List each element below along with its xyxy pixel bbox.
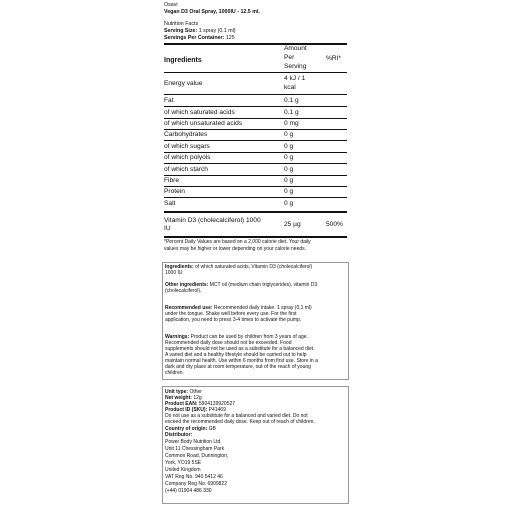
warnings-line-5: maintain normal health. Use within 6 months from first use. Store in a (165, 358, 318, 364)
recommended-use-line-2: under the tongue. Shake well before every use. For the first (165, 311, 297, 317)
disclaimer-line-1: Do not use as a substitute for a balanced and varied diet. Do not (165, 413, 308, 419)
origin-value: GB (208, 426, 216, 432)
ingredients-label: Ingredients: (165, 264, 194, 270)
row-divider (164, 175, 347, 176)
footnote-line-1: *Percent Daily Values are based on a 2,000 calorie diet. Your daily (164, 239, 311, 245)
servings-per-container (164, 35, 235, 41)
row-name-salt: Salt (164, 200, 176, 207)
serving-size (164, 28, 236, 34)
net-weight-value: 12g (193, 395, 202, 401)
warnings-text: Product can be used by children from 3 years of age. (190, 334, 308, 340)
row-amount-starch: 0 g (284, 166, 294, 173)
row-amount-protein: 0 g (284, 188, 294, 195)
row-divider (164, 163, 347, 164)
net-weight-label: Net weight: (165, 395, 192, 401)
other-ingredients-label: Other ingredients: (165, 282, 209, 288)
distributor-line: Company Reg No. 6909822 (165, 481, 227, 487)
product-sku-label: Product ID (SKU): (165, 407, 208, 413)
warnings-line-4: A varied diet and a healthy lifestyle should be carried out to help (165, 352, 307, 358)
row-amount-sugars: 0 g (284, 143, 294, 150)
warnings-label: Warnings: (165, 334, 190, 340)
serving-size-label: Serving Size: (164, 28, 198, 34)
col-amount-header-2: Per (284, 54, 295, 61)
row-name-protein: Protein (164, 188, 185, 195)
row-amount-fibre: 0 g (284, 177, 294, 184)
row-name-fibre: Fibre (164, 177, 180, 184)
row-amount-fat: 0.1 g (284, 97, 299, 104)
product-title: Vegan D3 Oral Spray, 1000IU - 12.5 ml. (164, 9, 260, 15)
product-ean-label: Product EAN: (165, 401, 198, 407)
distributor-line: VAT Reg No. 940 5412 46 (165, 474, 223, 480)
row-divider (164, 140, 347, 141)
product-ean-value: 5904139920527 (198, 401, 236, 407)
other-ingredients-text: MCT oil (medium chain triglycerides), vitamin D3 (209, 282, 318, 288)
col-amount-header-1: Amount (284, 45, 307, 52)
row-name-polyols: of which polyols (164, 154, 211, 161)
row-name-fat: Fat (164, 97, 174, 104)
servings-value: 125 (225, 35, 235, 41)
other-ingredients-line-2: (cholecalciferol). (165, 288, 202, 294)
unit-type-value: Other (189, 389, 202, 395)
row-name-sugars: of which sugars (164, 143, 210, 150)
row-name-saturated: of which saturated acids (164, 109, 235, 116)
recommended-use-label: Recommended use: (165, 305, 213, 311)
row-divider (164, 94, 347, 95)
row-name-starch: of which starch (164, 166, 208, 173)
warnings-line-7: children. (165, 370, 184, 376)
serving-size-value: 1 spray (0.1 ml) (198, 28, 236, 34)
row-amount-energy-1: 4 kJ / 1 (284, 75, 306, 82)
row-divider (164, 197, 347, 198)
row-divider (164, 186, 347, 187)
country-of-origin (165, 427, 347, 433)
origin-label: Country of origin: (165, 426, 208, 432)
distributor-label: Distributor: (165, 432, 193, 438)
recommended-use-text: Recommended daily intake: 1 spray (0,1 ml) (213, 305, 312, 311)
distributor-line: Common Road, Dunnington, (165, 453, 229, 459)
vitamin-name-1: Vitamin D3 (cholecalciferol) 1000 (164, 217, 261, 224)
row-amount-carbohydrates: 0 g (284, 131, 294, 138)
distributor-line: United Kingdom (165, 467, 201, 473)
ingredients-text: of which saturated acids, Vitamin D3 (cholecalciferol) (195, 264, 313, 270)
vitamin-amount: 25 µg (284, 221, 301, 228)
product-label (159, 0, 353, 510)
warnings-line-3: supplements should not be used as a substitute for a balanced diet. (165, 346, 315, 352)
table-top-rule (164, 43, 347, 45)
header-rule (164, 72, 347, 73)
product-sku-value: P41469 (208, 407, 226, 413)
row-amount-unsaturated: 0 mg (284, 120, 299, 127)
details-box-outline (162, 262, 349, 380)
recommended-use-line-3: application, you need to press 3-4 times to activate the pump. (165, 317, 302, 323)
distributor-line: Unit 11 Chessingham Park (165, 446, 225, 452)
distributor-line: (+44) 01904 486 330 (165, 488, 212, 494)
warnings-line-6: dark and dry place at room temperature, out of the reach of young (165, 364, 311, 370)
vitamin-ri: 500% (326, 221, 343, 228)
vitamin-rule (164, 211, 347, 213)
row-amount-energy-2: kcal (284, 84, 296, 91)
unit-type-label: Unit type: (165, 389, 189, 395)
row-name-energy: Energy value (164, 80, 203, 87)
row-name-carbohydrates: Carbohydrates (164, 131, 208, 138)
brand-name: Osavi (164, 2, 178, 8)
ingredients-line-2: 1000 IU (165, 270, 183, 276)
disclaimer-line-2: exceed the recommended daily dose. Keep out of reach of children. (165, 419, 315, 425)
col-ingredients-header: Ingredients (164, 57, 202, 64)
nutrition-facts-heading: Nutrition Facts (164, 21, 199, 27)
row-amount-polyols: 0 g (284, 154, 294, 161)
footnote-line-2: values may be higher or lower depending on your calorie needs. (164, 246, 307, 252)
vitamin-name-2: IU (164, 225, 171, 232)
row-divider (164, 118, 347, 119)
distributor-line: Power Body Nutrition Ltd. (165, 439, 222, 445)
row-divider (164, 152, 347, 153)
col-ri-header: %RI* (326, 55, 342, 62)
warnings-line-2: Recommended daily dose should not be exceeded. Food (165, 340, 292, 346)
distributor-line: York, YO19 5SE (165, 460, 202, 466)
table-bottom-rule (164, 236, 347, 238)
row-name-unsaturated: of which unsaturated acids (164, 120, 243, 127)
col-amount-header-3: Serving (284, 63, 307, 70)
servings-label: Servings Per Container: (164, 35, 225, 41)
row-divider (164, 106, 347, 107)
row-amount-saturated: 0.1 g (284, 109, 299, 116)
row-amount-salt: 0 g (284, 200, 294, 207)
row-divider (164, 129, 347, 130)
